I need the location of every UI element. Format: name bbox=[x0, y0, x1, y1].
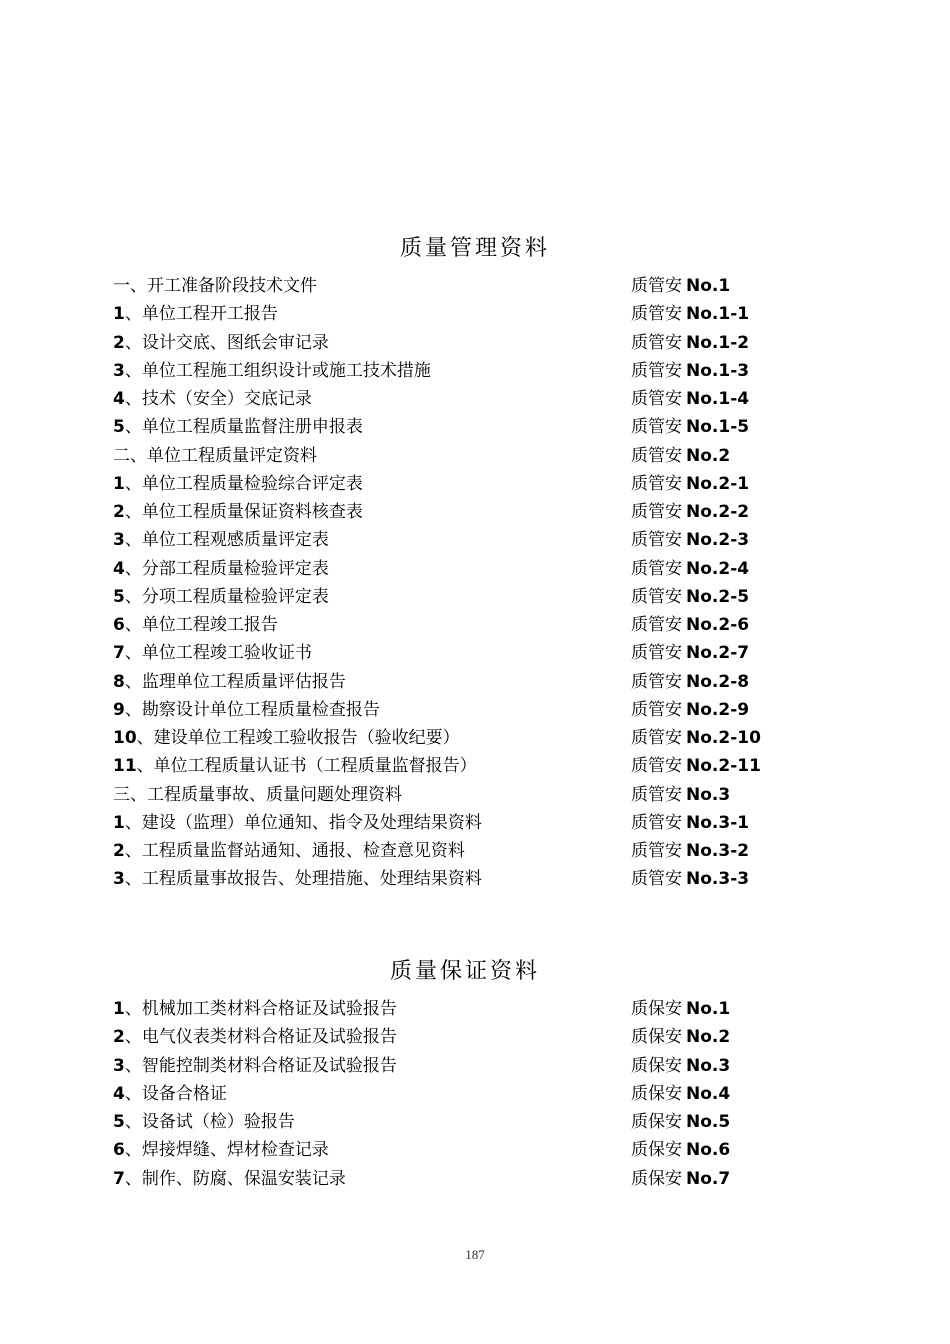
item-number: 5 bbox=[113, 1112, 125, 1132]
code-number: No.1-3 bbox=[686, 360, 750, 381]
item-code bbox=[631, 583, 749, 611]
item-name bbox=[113, 696, 380, 724]
item-number: 3 bbox=[113, 1055, 125, 1076]
item-code bbox=[631, 1108, 730, 1136]
code-prefix: 质管安 bbox=[631, 473, 682, 494]
code-prefix: 质保安 bbox=[631, 1027, 682, 1048]
list-item bbox=[113, 1023, 833, 1051]
code-number: No.2-2 bbox=[686, 502, 750, 522]
item-label: 、单位工程竣工报告 bbox=[124, 615, 278, 635]
item-name bbox=[113, 1023, 397, 1051]
code-number: No.2-9 bbox=[686, 699, 750, 720]
item-number: 1 bbox=[113, 473, 125, 494]
item-code bbox=[631, 300, 749, 328]
code-number: No.2-11 bbox=[686, 756, 761, 777]
item-number: 1 bbox=[113, 999, 125, 1019]
list-item bbox=[113, 809, 833, 837]
item-number: 2 bbox=[113, 1027, 125, 1048]
item-label: 、单位工程观感质量评定表 bbox=[124, 530, 329, 551]
code-prefix: 质保安 bbox=[631, 999, 682, 1019]
quality-management-list bbox=[113, 272, 833, 894]
code-prefix: 质管安 bbox=[631, 360, 682, 381]
code-number: No.3-1 bbox=[686, 812, 750, 833]
list-item bbox=[113, 272, 833, 300]
item-code bbox=[631, 1165, 730, 1193]
code-number: No.4 bbox=[686, 1083, 731, 1104]
item-code bbox=[631, 357, 749, 385]
item-label: 、单位工程施工组织设计或施工技术措施 bbox=[124, 360, 431, 381]
item-number: 4 bbox=[113, 389, 125, 409]
item-label: 、建设单位工程竣工验收报告（验收纪要） bbox=[136, 728, 460, 748]
item-label: 、智能控制类材料合格证及试验报告 bbox=[124, 1055, 397, 1076]
code-number: No.1-2 bbox=[686, 332, 750, 353]
code-prefix: 质管安 bbox=[631, 869, 682, 890]
code-number: No.1-1 bbox=[686, 304, 750, 325]
item-code bbox=[631, 781, 730, 809]
list-item bbox=[113, 995, 833, 1023]
list-item bbox=[113, 555, 833, 583]
item-name bbox=[113, 1080, 227, 1108]
item-name bbox=[113, 272, 317, 300]
code-number: No.2-5 bbox=[686, 586, 750, 607]
code-number: No.3 bbox=[686, 784, 731, 805]
item-code bbox=[631, 526, 749, 554]
item-code bbox=[631, 724, 761, 752]
list-item bbox=[113, 442, 833, 470]
item-code bbox=[631, 639, 749, 667]
item-name bbox=[113, 357, 431, 385]
code-number: No.2-4 bbox=[686, 558, 750, 579]
item-name bbox=[113, 752, 477, 780]
item-number: 3 bbox=[113, 530, 125, 551]
code-prefix: 质保安 bbox=[631, 1083, 682, 1104]
code-number: No.3-2 bbox=[686, 841, 750, 861]
item-label: 二、单位工程质量评定资料 bbox=[113, 445, 317, 466]
list-item bbox=[113, 1108, 833, 1136]
code-prefix: 质保安 bbox=[631, 1168, 682, 1189]
code-prefix: 质管安 bbox=[631, 784, 682, 805]
item-number: 6 bbox=[113, 1140, 125, 1161]
item-number: 4 bbox=[113, 558, 125, 579]
item-name bbox=[113, 526, 329, 554]
item-label: 、建设（监理）单位通知、指令及处理结果资料 bbox=[124, 812, 482, 833]
item-name bbox=[113, 583, 329, 611]
code-prefix: 质管安 bbox=[631, 276, 682, 296]
item-label: 、单位工程开工报告 bbox=[124, 304, 278, 325]
item-code bbox=[631, 611, 749, 639]
item-code bbox=[631, 752, 761, 780]
item-code bbox=[631, 442, 730, 470]
item-name bbox=[113, 555, 329, 583]
list-item bbox=[113, 752, 833, 780]
item-number: 11 bbox=[113, 756, 137, 777]
list-item bbox=[113, 724, 833, 752]
code-prefix: 质管安 bbox=[631, 756, 682, 777]
item-number: 2 bbox=[113, 841, 125, 861]
item-label: 、焊接焊缝、焊材检查记录 bbox=[124, 1140, 329, 1161]
code-number: No.3-3 bbox=[686, 869, 750, 890]
item-name bbox=[113, 1052, 397, 1080]
item-label: 、技术（安全）交底记录 bbox=[124, 389, 312, 409]
code-number: No.3 bbox=[686, 1055, 731, 1076]
item-code bbox=[631, 865, 749, 893]
item-label: 、分部工程质量检验评定表 bbox=[124, 558, 329, 579]
code-prefix: 质管安 bbox=[631, 332, 682, 353]
code-number: No.1-5 bbox=[686, 417, 750, 438]
item-code bbox=[631, 272, 730, 300]
item-label: 、设备试（检）验报告 bbox=[124, 1112, 295, 1132]
item-label: 一、开工准备阶段技术文件 bbox=[113, 276, 317, 296]
item-label: 、单位工程质量认证书（工程质量监督报告） bbox=[136, 756, 477, 777]
list-item bbox=[113, 668, 833, 696]
quality-management-title: 质量管理资料 bbox=[399, 236, 550, 261]
item-name bbox=[113, 639, 312, 667]
item-code bbox=[631, 498, 749, 526]
code-number: No.2-6 bbox=[686, 615, 750, 635]
list-item bbox=[113, 865, 833, 893]
code-number: No.1 bbox=[686, 999, 731, 1019]
item-number: 5 bbox=[113, 586, 125, 607]
item-name bbox=[113, 385, 312, 413]
code-number: No.5 bbox=[686, 1112, 731, 1132]
code-number: No.2-3 bbox=[686, 530, 750, 551]
list-item bbox=[113, 781, 833, 809]
item-number: 3 bbox=[113, 360, 125, 381]
item-name bbox=[113, 413, 363, 441]
item-label: 、机械加工类材料合格证及试验报告 bbox=[124, 999, 397, 1019]
item-name bbox=[113, 865, 482, 893]
item-label: 、工程质量监督站通知、通报、检查意见资料 bbox=[124, 841, 465, 861]
code-prefix: 质管安 bbox=[631, 699, 682, 720]
list-item bbox=[113, 498, 833, 526]
item-code bbox=[631, 470, 749, 498]
item-name bbox=[113, 668, 346, 696]
code-number: No.1-4 bbox=[686, 389, 750, 409]
item-number: 5 bbox=[113, 417, 125, 438]
code-number: No.2-7 bbox=[686, 643, 750, 664]
item-name bbox=[113, 1136, 329, 1164]
code-prefix: 质保安 bbox=[631, 1055, 682, 1076]
list-item bbox=[113, 300, 833, 328]
item-code bbox=[631, 1080, 730, 1108]
item-code bbox=[631, 1023, 730, 1051]
item-label: 、制作、防腐、保温安装记录 bbox=[124, 1168, 346, 1189]
code-prefix: 质管安 bbox=[631, 304, 682, 325]
item-code bbox=[631, 1136, 730, 1164]
quality-guarantee-list bbox=[113, 995, 833, 1193]
item-label: 、工程质量事故报告、处理措施、处理结果资料 bbox=[124, 869, 482, 890]
code-number: No.2 bbox=[686, 445, 731, 466]
item-number: 6 bbox=[113, 615, 125, 635]
item-code bbox=[631, 329, 749, 357]
item-name bbox=[113, 1165, 346, 1193]
list-item bbox=[113, 1136, 833, 1164]
quality-guarantee-title: 质量保证资料 bbox=[389, 959, 540, 984]
code-prefix: 质保安 bbox=[631, 1112, 682, 1132]
code-prefix: 质管安 bbox=[631, 615, 682, 635]
item-number: 1 bbox=[113, 812, 125, 833]
list-item bbox=[113, 837, 833, 865]
item-number: 10 bbox=[113, 728, 137, 748]
code-prefix: 质管安 bbox=[631, 812, 682, 833]
item-code bbox=[631, 668, 749, 696]
code-number: No.2-10 bbox=[686, 728, 761, 748]
item-number: 7 bbox=[113, 1168, 125, 1189]
item-name bbox=[113, 781, 402, 809]
list-item bbox=[113, 413, 833, 441]
item-code bbox=[631, 837, 749, 865]
list-item bbox=[113, 1052, 833, 1080]
item-name bbox=[113, 442, 317, 470]
item-label: 、设备合格证 bbox=[124, 1083, 227, 1104]
item-label: 、监理单位工程质量评估报告 bbox=[124, 671, 346, 692]
item-name bbox=[113, 1108, 295, 1136]
item-name bbox=[113, 809, 482, 837]
list-item bbox=[113, 639, 833, 667]
code-number: No.7 bbox=[686, 1168, 731, 1189]
item-label: 、勘察设计单位工程质量检查报告 bbox=[124, 699, 380, 720]
item-number: 2 bbox=[113, 502, 125, 522]
code-prefix: 质管安 bbox=[631, 502, 682, 522]
item-code bbox=[631, 555, 749, 583]
item-code bbox=[631, 696, 749, 724]
item-label: 、电气仪表类材料合格证及试验报告 bbox=[124, 1027, 397, 1048]
list-item bbox=[113, 1165, 833, 1193]
list-item bbox=[113, 329, 833, 357]
item-label: 、单位工程质量检验综合评定表 bbox=[124, 473, 363, 494]
code-prefix: 质管安 bbox=[631, 445, 682, 466]
code-number: No.1 bbox=[686, 276, 731, 296]
item-number: 4 bbox=[113, 1083, 125, 1104]
item-label: 、单位工程质量监督注册申报表 bbox=[124, 417, 363, 438]
code-prefix: 质管安 bbox=[631, 671, 682, 692]
code-prefix: 质管安 bbox=[631, 728, 682, 748]
list-item bbox=[113, 357, 833, 385]
item-name bbox=[113, 470, 363, 498]
item-name bbox=[113, 300, 278, 328]
item-label: 三、工程质量事故、质量问题处理资料 bbox=[113, 784, 402, 805]
code-prefix: 质保安 bbox=[631, 1140, 682, 1161]
code-prefix: 质管安 bbox=[631, 586, 682, 607]
item-label: 、分项工程质量检验评定表 bbox=[124, 586, 329, 607]
item-code bbox=[631, 809, 749, 837]
code-prefix: 质管安 bbox=[631, 530, 682, 551]
code-prefix: 质管安 bbox=[631, 841, 682, 861]
item-code bbox=[631, 413, 749, 441]
list-item bbox=[113, 385, 833, 413]
item-number: 3 bbox=[113, 869, 125, 890]
list-item bbox=[113, 1080, 833, 1108]
list-item bbox=[113, 583, 833, 611]
item-label: 、设计交底、图纸会审记录 bbox=[124, 332, 329, 353]
page-number: 187 bbox=[465, 1247, 485, 1262]
list-item bbox=[113, 526, 833, 554]
item-number: 7 bbox=[113, 643, 125, 664]
item-number: 8 bbox=[113, 671, 125, 692]
list-item bbox=[113, 470, 833, 498]
code-prefix: 质管安 bbox=[631, 643, 682, 664]
item-name bbox=[113, 329, 329, 357]
code-prefix: 质管安 bbox=[631, 558, 682, 579]
item-name bbox=[113, 837, 465, 865]
item-label: 、单位工程质量保证资料核查表 bbox=[124, 502, 363, 522]
item-code bbox=[631, 385, 749, 413]
code-number: No.2 bbox=[686, 1027, 731, 1048]
item-name bbox=[113, 724, 460, 752]
item-name bbox=[113, 995, 397, 1023]
item-name bbox=[113, 611, 278, 639]
code-prefix: 质管安 bbox=[631, 389, 682, 409]
item-number: 2 bbox=[113, 332, 125, 353]
item-number: 9 bbox=[113, 699, 125, 720]
code-prefix: 质管安 bbox=[631, 417, 682, 438]
item-name bbox=[113, 498, 363, 526]
list-item bbox=[113, 696, 833, 724]
item-number: 1 bbox=[113, 304, 125, 325]
code-number: No.2-1 bbox=[686, 473, 750, 494]
item-code bbox=[631, 995, 730, 1023]
item-code bbox=[631, 1052, 730, 1080]
item-label: 、单位工程竣工验收证书 bbox=[124, 643, 312, 664]
list-item bbox=[113, 611, 833, 639]
code-number: No.6 bbox=[686, 1140, 731, 1161]
code-number: No.2-8 bbox=[686, 671, 750, 692]
